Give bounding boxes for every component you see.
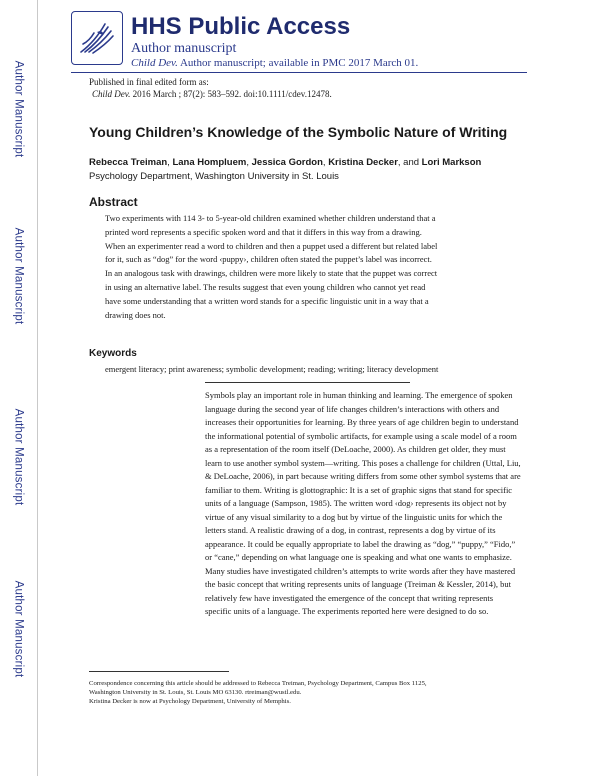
author-name: Lana Hompluem xyxy=(172,157,247,168)
author-name: Jessica Gordon xyxy=(251,157,323,168)
journal-availability: Child Dev. Author manuscript; available in PMC 2017 March 01. xyxy=(131,57,419,69)
body-line: & DeLoache, 2006), in part because writing differs from some other symbol systems that are xyxy=(205,471,521,481)
body-line: learn to use another symbol system—writing. This poses a challenge for children (Uttal, Liu, xyxy=(205,457,521,468)
side-label-author-manuscript-1: Author Manuscript xyxy=(12,60,25,158)
keywords-list: emergent literacy; print awareness; symbolic development; reading; writing; literacy development xyxy=(105,364,439,374)
body-line: language during the second year of life changes children’s interactions with others and xyxy=(205,403,500,414)
header-divider xyxy=(71,72,527,73)
body-line: specific units of a language. The experiments reported here were designed to do so. xyxy=(205,606,489,616)
abstract-line: In an analogous task with drawings, children were more likely to state that the puppet was correct xyxy=(105,268,438,279)
hhs-public-access-title: HHS Public Access xyxy=(131,13,351,40)
body-line: Symbols play an important role in human thinking and learning. The emergence of spoken xyxy=(205,390,513,400)
body-line: relatively few have investigated the emergence of the concept that writing represents xyxy=(205,592,494,603)
author-name: Lori Markson xyxy=(421,157,482,168)
author-list: Rebecca Treiman, Lana Hompluem, Jessica Gordon, Kristina Decker, and Lori Markson xyxy=(89,157,482,168)
body-line: increases their opportunities for learning. By three years of age children begin to understand xyxy=(205,417,519,427)
author-manuscript-subtitle: Author manuscript xyxy=(131,41,237,56)
eagle-icon xyxy=(75,16,119,60)
affiliation: Psychology Department, Washington University in St. Louis xyxy=(89,171,339,182)
body-paragraph xyxy=(205,389,535,619)
abstract-text xyxy=(105,212,515,322)
author-name: Kristina Decker xyxy=(328,157,398,168)
section-divider xyxy=(205,382,410,383)
body-line: the basic concept that writing represents units of language (Treiman & Kessler, 2014), but xyxy=(205,579,511,589)
body-line: Many studies have investigated children’s attempts to write words after they have mastered xyxy=(205,565,516,576)
keywords-heading: Keywords xyxy=(89,348,137,359)
footnote-address: Washington University in St. Louis, St. Louis MO 63130. rtreiman@wustl.edu. xyxy=(89,689,302,696)
article-title: Young Children’s Knowledge of the Symbolic Nature of Writing xyxy=(89,124,508,140)
abstract-line: Two experiments with 114 3- to 5-year-old children examined whether children understand that a xyxy=(105,213,436,223)
abstract-heading: Abstract xyxy=(89,195,138,209)
body-line: letters stand. A realistic drawing of a dog, in contrast, represents a dog by virtue of its xyxy=(205,525,496,535)
abstract-line: for it, such as “dog” for the word ‹puppy›, children often stated the puppet’s label was incorrect. xyxy=(105,254,432,265)
abstract-line: drawing does not. xyxy=(105,309,166,320)
abstract-line: have some understanding that a written word stands for a specific linguistic unit in a way that a xyxy=(105,295,429,306)
published-note: Published in final edited form as: xyxy=(89,77,209,87)
abstract-line: in using an alternative label. The results suggest that even young children who cannot yet read xyxy=(105,281,426,292)
body-line: appearance. It could be equally appropriate to label the drawing as “dog,” “puppy,” “Fido,” xyxy=(205,538,516,549)
author-name: Rebecca Treiman xyxy=(89,157,168,168)
footnote-correspondence: Correspondence concerning this article should be addressed to Rebecca Treiman, Psychology Department, Campus Box 1125, xyxy=(89,680,427,687)
footnote-divider xyxy=(89,671,229,672)
abstract-line: printed word represents a specific spoken word and that it differs in this way from a drawing. xyxy=(105,226,422,237)
citation: Child Dev. 2016 March ; 87(2): 583–592. doi:10.1111/cdev.12478. xyxy=(92,89,332,99)
margin-divider xyxy=(37,0,38,776)
hhs-eagle-logo xyxy=(71,11,123,65)
abstract-line: When an experimenter read a word to children and then a puppet used a different but related label xyxy=(105,240,438,251)
body-line: or “cane,” depending on what language one is speaking and what one wants to emphasize. xyxy=(205,552,512,562)
body-line: as a representation of the room itself (DeLoache, 2000). As children get older, they must xyxy=(205,444,506,454)
side-label-author-manuscript-4: Author Manuscript xyxy=(12,580,25,678)
footnote-affiliation-change: Kristina Decker is now at Psychology Department, University of Memphis. xyxy=(89,698,291,705)
body-line: familiar to them. Writing is glottographic: It is a set of graphic signs that stand for specific xyxy=(205,484,513,495)
body-line: the informational potential of symbolic artifacts, for example using a scale model of a room xyxy=(205,430,517,441)
side-label-author-manuscript-2: Author Manuscript xyxy=(12,227,25,325)
body-line: virtue of any visual similarity to a dog but by virtue of the linguistic units for which the xyxy=(205,511,503,522)
body-line: units of a language (Sampson, 1985). The written word ‹dog› represents its object not by xyxy=(205,498,507,508)
side-label-author-manuscript-3: Author Manuscript xyxy=(12,408,25,506)
